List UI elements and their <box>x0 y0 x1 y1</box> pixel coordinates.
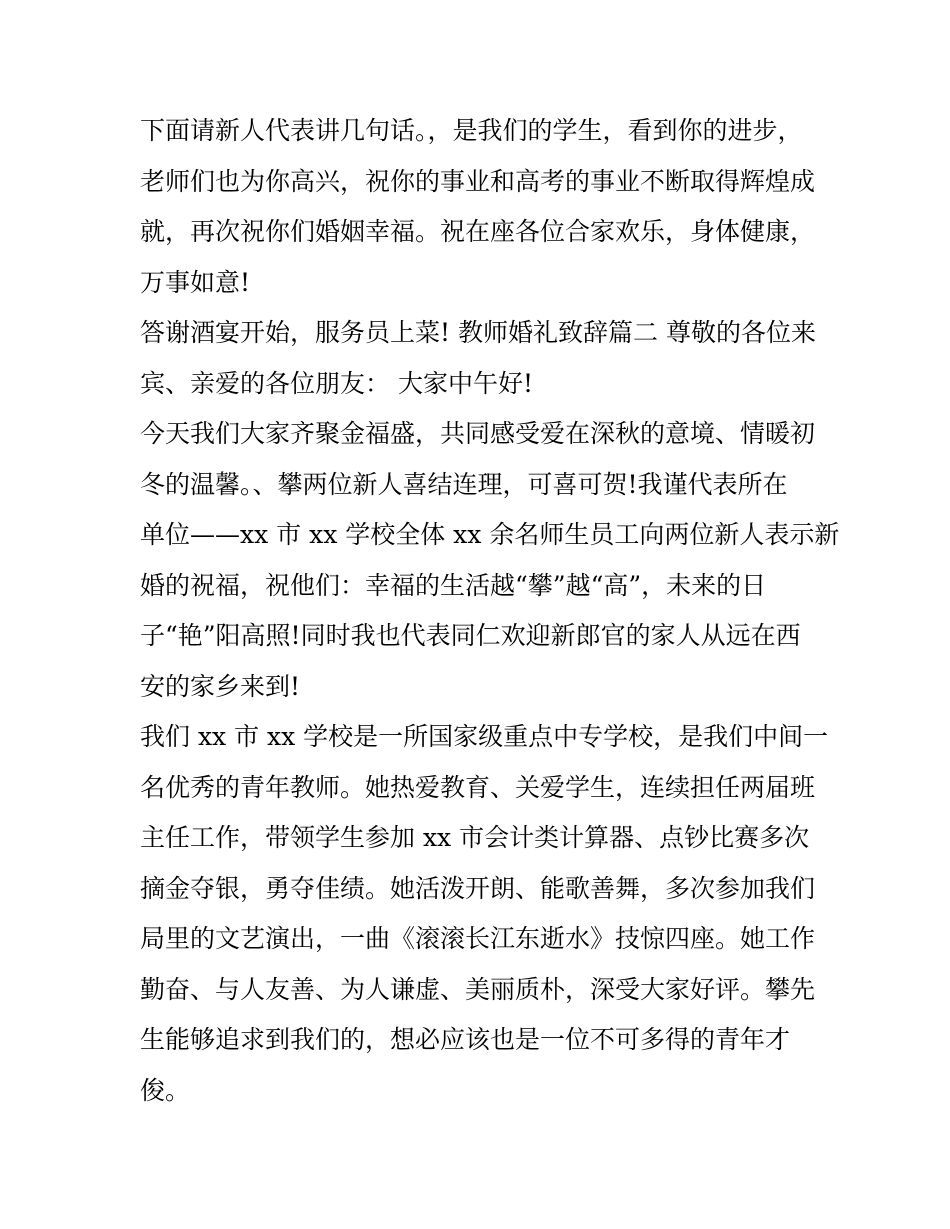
text-line: 名优秀的青年教师。她热爱教育、关爱学生，连续担任两届班 <box>140 772 816 802</box>
text-line: 下面请新人代表讲几句话。，是我们的学生，看到你的进步， <box>140 116 803 145</box>
text-line: 宾、亲爱的各位朋友： 大家中午好! <box>140 368 533 398</box>
document-body <box>140 106 840 1116</box>
text-line: 主任工作，带领学生参加 xx 市会计类计算器、点钞比赛多次 <box>140 823 810 852</box>
text-line: 单位——xx 市 xx 学校全体 xx 余名师生员工向两位新人表示新 <box>140 520 840 549</box>
text-line: 冬的温馨。、攀两位新人喜结连理，可喜可贺!我谨代表所在 <box>140 469 788 499</box>
text-line: 摘金夺银，勇夺佳绩。她活泼开朗、能歌善舞，多次参加我们 <box>140 873 816 903</box>
text-line: 安的家乡来到! <box>140 671 301 701</box>
text-line: 勤奋、与人友善、为人谦虚、美丽质朴，深受大家好评。攀先 <box>140 974 816 1004</box>
text-line: 我们 xx 市 xx 学校是一所国家级重点中专学校，是我们中间一 <box>140 722 829 751</box>
text-line: 老师们也为你高兴，祝你的事业和高考的事业不断取得辉煌成 <box>140 166 816 196</box>
text-line: 答谢酒宴开始，服务员上菜! 教师婚礼致辞篇二 尊敬的各位来 <box>140 318 816 347</box>
text-line: 就，再次祝你们婚姻幸福。祝在座各位合家欢乐，身体健康， <box>140 217 816 246</box>
text-line: 今天我们大家齐聚金福盛，共同感受爱在深秋的意境、情暖初 <box>140 419 816 448</box>
text-line: 局里的文艺演出，一曲《滚滚长江东逝水》技惊四座。她工作 <box>140 924 816 953</box>
text-line: 生能够追求到我们的，想必应该也是一位不可多得的青年才 <box>140 1025 791 1054</box>
text-line: 子“艳”阳高照!同时我也代表同仁欢迎新郎官的家人从远在西 <box>140 621 801 650</box>
text-line: 婚的祝福，祝他们：幸福的生活越“攀”越“高”，未来的日 <box>140 570 767 600</box>
text-line: 万事如意! <box>140 267 251 297</box>
text-line: 俊。 <box>140 1075 191 1105</box>
